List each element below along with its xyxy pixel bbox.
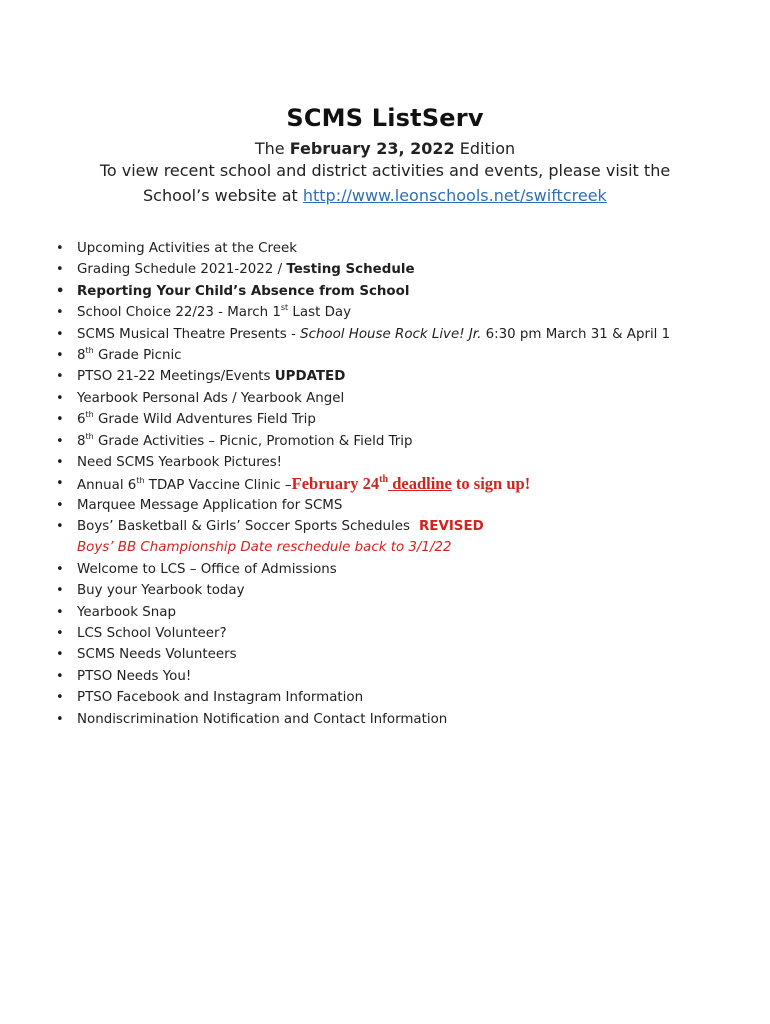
deadline-notice: February 24th deadline to sign up! xyxy=(291,474,531,494)
list-item-nondiscrimination[interactable]: • Nondiscrimination Notification and Contact Information xyxy=(56,709,756,730)
agenda-list xyxy=(56,238,756,730)
list-item-absence-reporting[interactable]: • Reporting Your Child’s Absence from School xyxy=(56,281,756,302)
website-line xyxy=(143,186,607,205)
edition-date: February 23, 2022 xyxy=(289,139,455,158)
edition-line xyxy=(0,139,770,158)
list-item-upcoming-activities[interactable]: • Upcoming Activities at the Creek xyxy=(56,238,756,259)
updated-badge: UPDATED xyxy=(274,369,346,385)
testing-schedule-link[interactable]: Testing Schedule xyxy=(286,262,415,278)
list-item-lcs-volunteer[interactable]: • LCS School Volunteer? xyxy=(56,623,756,644)
show-title: School House Rock Live! Jr. xyxy=(300,326,482,342)
list-item-school-choice[interactable]: • School Choice 22/23 - March 1st Last Day xyxy=(56,302,756,323)
list-item-scms-volunteers[interactable]: • SCMS Needs Volunteers xyxy=(56,644,756,665)
revised-badge: REVISED xyxy=(419,519,484,535)
list-item-ptso-needs-you[interactable]: • PTSO Needs You! xyxy=(56,666,756,687)
list-item-tdap-clinic[interactable]: • Annual 6th TDAP Vaccine Clinic –February 24th deadline to sign up! xyxy=(56,473,756,494)
website-prefix: School’s website at xyxy=(143,186,303,205)
list-item-sports-schedules[interactable]: • Boys’ Basketball & Girls’ Soccer Sports Schedules REVISED xyxy=(56,516,756,537)
visit-line: To view recent school and district activities and events, please visit the xyxy=(99,161,671,180)
page-title: SCMS ListServ xyxy=(286,104,484,132)
list-item-musical-theatre[interactable]: • SCMS Musical Theatre Presents - School House Rock Live! Jr. 6:30 pm March 31 & April 1 xyxy=(56,324,756,345)
list-item-buy-yearbook[interactable]: • Buy your Yearbook today xyxy=(56,580,756,601)
championship-note: Boys’ BB Championship Date reschedule back to 3/1/22 xyxy=(77,540,452,556)
list-item-8th-grade-picnic[interactable]: • 8th Grade Picnic xyxy=(56,345,756,366)
list-item-ptso-meetings[interactable]: • PTSO 21-22 Meetings/Events UPDATED xyxy=(56,366,756,387)
list-item-grading-schedule[interactable]: • Grading Schedule 2021-2022 / Testing Schedule xyxy=(56,259,756,280)
list-item-yearbook-pictures[interactable]: • Need SCMS Yearbook Pictures! xyxy=(56,452,756,473)
list-item-admissions[interactable]: • Welcome to LCS – Office of Admissions xyxy=(56,559,756,580)
list-item-8th-grade-activities[interactable]: • 8th Grade Activities – Picnic, Promotion & Field Trip xyxy=(56,431,756,452)
list-item-marquee-message[interactable]: • Marquee Message Application for SCMS xyxy=(56,495,756,516)
website-link[interactable]: http://www.leonschools.net/swiftcreek xyxy=(302,186,607,205)
list-item-6th-grade-field-trip[interactable]: • 6th Grade Wild Adventures Field Trip xyxy=(56,409,756,430)
list-item-yearbook-ads[interactable]: • Yearbook Personal Ads / Yearbook Angel xyxy=(56,388,756,409)
edition-prefix: The xyxy=(254,139,290,158)
edition-suffix: Edition xyxy=(454,139,516,158)
list-item-yearbook-snap[interactable]: • Yearbook Snap xyxy=(56,602,756,623)
list-item-ptso-social[interactable]: • PTSO Facebook and Instagram Information xyxy=(56,687,756,708)
